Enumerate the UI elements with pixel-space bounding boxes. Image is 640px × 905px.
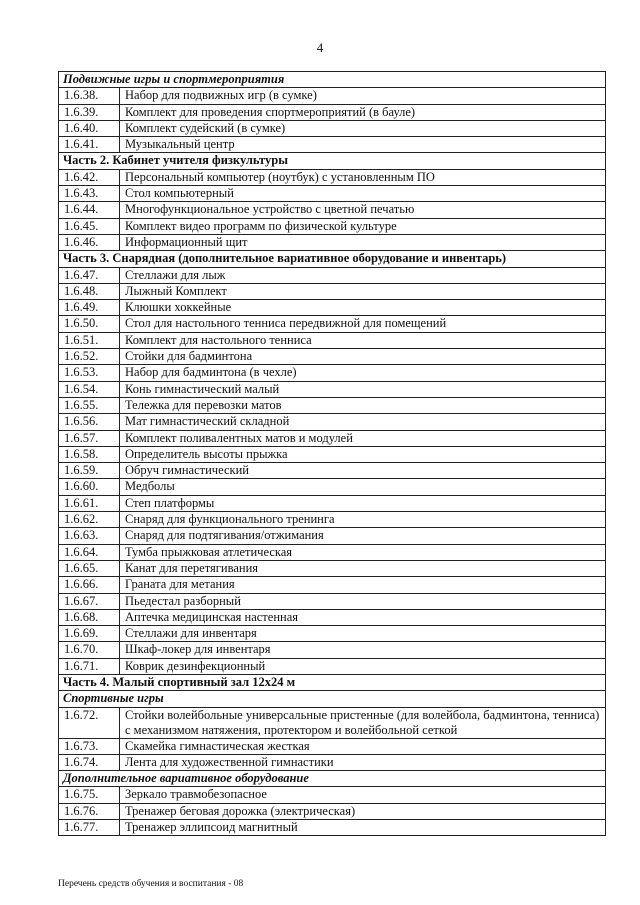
item-name: Стеллажи для инвентаря xyxy=(120,626,606,642)
table-row xyxy=(59,283,606,299)
item-number: 1.6.41. xyxy=(59,137,120,153)
item-number: 1.6.63. xyxy=(59,528,120,544)
item-number: 1.6.70. xyxy=(59,642,120,658)
item-name: Медболы xyxy=(120,479,606,495)
subsection-header-row xyxy=(59,771,606,787)
table-row xyxy=(59,544,606,560)
item-number: 1.6.48. xyxy=(59,283,120,299)
table-row xyxy=(59,738,606,754)
table-row xyxy=(59,397,606,413)
item-number: 1.6.58. xyxy=(59,446,120,462)
item-number: 1.6.39. xyxy=(59,104,120,120)
table-row xyxy=(59,218,606,234)
table-row xyxy=(59,642,606,658)
table-row xyxy=(59,707,606,738)
item-number: 1.6.49. xyxy=(59,300,120,316)
table-row xyxy=(59,495,606,511)
item-number: 1.6.74. xyxy=(59,754,120,770)
item-name: Аптечка медицинская настенная xyxy=(120,609,606,625)
table-row xyxy=(59,463,606,479)
item-name: Снаряд для подтягивания/отжимания xyxy=(120,528,606,544)
item-number: 1.6.60. xyxy=(59,479,120,495)
item-name: Граната для метания xyxy=(120,577,606,593)
table-row xyxy=(59,512,606,528)
table-row xyxy=(59,658,606,674)
table-row xyxy=(59,754,606,770)
item-name: Комплект для проведения спортмероприятий (в бауле) xyxy=(120,104,606,120)
subsection-title: Спортивные игры xyxy=(59,691,606,707)
table-row xyxy=(59,316,606,332)
item-number: 1.6.38. xyxy=(59,88,120,104)
item-name: Лыжный Комплект xyxy=(120,283,606,299)
item-name: Стойки волейбольные универсальные пристенные (для волейбола, бадминтона, тенниса) с механизмом натяжения, протектором и волейбольной сеткой xyxy=(120,707,606,738)
item-number: 1.6.43. xyxy=(59,186,120,202)
item-number: 1.6.72. xyxy=(59,707,120,738)
subsection-title: Подвижные игры и спортмероприятия xyxy=(59,72,606,88)
item-name: Тележка для перевозки матов xyxy=(120,397,606,413)
table-row xyxy=(59,593,606,609)
item-name: Тренажер эллипсоид магнитный xyxy=(120,820,606,836)
footer-text: Перечень средств обучения и воспитания - 08 xyxy=(58,879,244,889)
item-name: Комплект видео программ по физической культуре xyxy=(120,218,606,234)
table-row xyxy=(59,104,606,120)
item-name: Обруч гимнастический xyxy=(120,463,606,479)
item-number: 1.6.50. xyxy=(59,316,120,332)
table-row xyxy=(59,365,606,381)
table-row xyxy=(59,88,606,104)
item-name: Комплект для настольного тенниса xyxy=(120,332,606,348)
item-number: 1.6.56. xyxy=(59,414,120,430)
item-number: 1.6.66. xyxy=(59,577,120,593)
item-name: Стойки для бадминтона xyxy=(120,349,606,365)
subsection-header-row xyxy=(59,691,606,707)
table-row xyxy=(59,479,606,495)
item-number: 1.6.68. xyxy=(59,609,120,625)
table-row xyxy=(59,202,606,218)
item-name: Мат гимнастический складной xyxy=(120,414,606,430)
table-row xyxy=(59,560,606,576)
table-row xyxy=(59,430,606,446)
item-name: Набор для подвижных игр (в сумке) xyxy=(120,88,606,104)
item-name: Лента для художественной гимнастики xyxy=(120,754,606,770)
section-title: Часть 4. Малый спортивный зал 12х24 м xyxy=(59,674,606,690)
table-row xyxy=(59,626,606,642)
table-row xyxy=(59,820,606,836)
item-number: 1.6.73. xyxy=(59,738,120,754)
table-row xyxy=(59,381,606,397)
section-header-row xyxy=(59,153,606,169)
table-row xyxy=(59,577,606,593)
item-number: 1.6.62. xyxy=(59,512,120,528)
item-name: Музыкальный центр xyxy=(120,137,606,153)
item-number: 1.6.52. xyxy=(59,349,120,365)
item-number: 1.6.40. xyxy=(59,120,120,136)
item-name: Персональный компьютер (ноутбук) с установленным ПО xyxy=(120,169,606,185)
item-number: 1.6.46. xyxy=(59,234,120,250)
item-number: 1.6.47. xyxy=(59,267,120,283)
item-number: 1.6.55. xyxy=(59,397,120,413)
item-number: 1.6.65. xyxy=(59,560,120,576)
item-name: Степ платформы xyxy=(120,495,606,511)
item-name: Шкаф-локер для инвентаря xyxy=(120,642,606,658)
item-number: 1.6.59. xyxy=(59,463,120,479)
table-row xyxy=(59,300,606,316)
item-name: Коврик дезинфекционный xyxy=(120,658,606,674)
item-number: 1.6.75. xyxy=(59,787,120,803)
item-name: Комплект поливалентных матов и модулей xyxy=(120,430,606,446)
item-name: Стол компьютерный xyxy=(120,186,606,202)
item-number: 1.6.69. xyxy=(59,626,120,642)
section-title: Часть 2. Кабинет учителя физкультуры xyxy=(59,153,606,169)
item-number: 1.6.44. xyxy=(59,202,120,218)
table-row xyxy=(59,169,606,185)
item-number: 1.6.77. xyxy=(59,820,120,836)
item-name: Пьедестал разборный xyxy=(120,593,606,609)
item-number: 1.6.64. xyxy=(59,544,120,560)
item-name: Тренажер беговая дорожка (электрическая) xyxy=(120,803,606,819)
item-name: Тумба прыжковая атлетическая xyxy=(120,544,606,560)
item-name: Стол для настольного тенниса передвижной для помещений xyxy=(120,316,606,332)
item-number: 1.6.45. xyxy=(59,218,120,234)
table-row xyxy=(59,414,606,430)
item-name: Снаряд для функционального тренинга xyxy=(120,512,606,528)
item-name: Скамейка гимнастическая жесткая xyxy=(120,738,606,754)
item-name: Клюшки хоккейные xyxy=(120,300,606,316)
item-name: Многофункциональное устройство с цветной печатью xyxy=(120,202,606,218)
item-name: Информационный щит xyxy=(120,234,606,250)
item-number: 1.6.76. xyxy=(59,803,120,819)
item-name: Канат для перетягивания xyxy=(120,560,606,576)
section-header-row xyxy=(59,674,606,690)
subsection-header-row xyxy=(59,72,606,88)
table-row xyxy=(59,446,606,462)
item-number: 1.6.51. xyxy=(59,332,120,348)
table-row xyxy=(59,609,606,625)
item-number: 1.6.54. xyxy=(59,381,120,397)
item-number: 1.6.57. xyxy=(59,430,120,446)
page-number: 4 xyxy=(316,40,324,55)
table-row xyxy=(59,267,606,283)
section-header-row xyxy=(59,251,606,267)
item-name: Зеркало травмобезопасное xyxy=(120,787,606,803)
inventory-table xyxy=(58,71,606,836)
table-row xyxy=(59,234,606,250)
subsection-title: Дополнительное вариативное оборудование xyxy=(59,771,606,787)
item-name: Набор для бадминтона (в чехле) xyxy=(120,365,606,381)
inventory-table-body xyxy=(59,72,606,836)
table-row xyxy=(59,120,606,136)
table-row xyxy=(59,349,606,365)
item-name: Стеллажи для лыж xyxy=(120,267,606,283)
table-row xyxy=(59,332,606,348)
item-name: Комплект судейский (в сумке) xyxy=(120,120,606,136)
table-row xyxy=(59,137,606,153)
item-number: 1.6.71. xyxy=(59,658,120,674)
section-title: Часть 3. Снарядная (дополнительное вариативное оборудование и инвентарь) xyxy=(59,251,606,267)
table-row xyxy=(59,803,606,819)
item-name: Определитель высоты прыжка xyxy=(120,446,606,462)
item-number: 1.6.67. xyxy=(59,593,120,609)
table-row xyxy=(59,186,606,202)
table-row xyxy=(59,528,606,544)
item-number: 1.6.53. xyxy=(59,365,120,381)
item-number: 1.6.61. xyxy=(59,495,120,511)
item-name: Конь гимнастический малый xyxy=(120,381,606,397)
table-row xyxy=(59,787,606,803)
item-number: 1.6.42. xyxy=(59,169,120,185)
